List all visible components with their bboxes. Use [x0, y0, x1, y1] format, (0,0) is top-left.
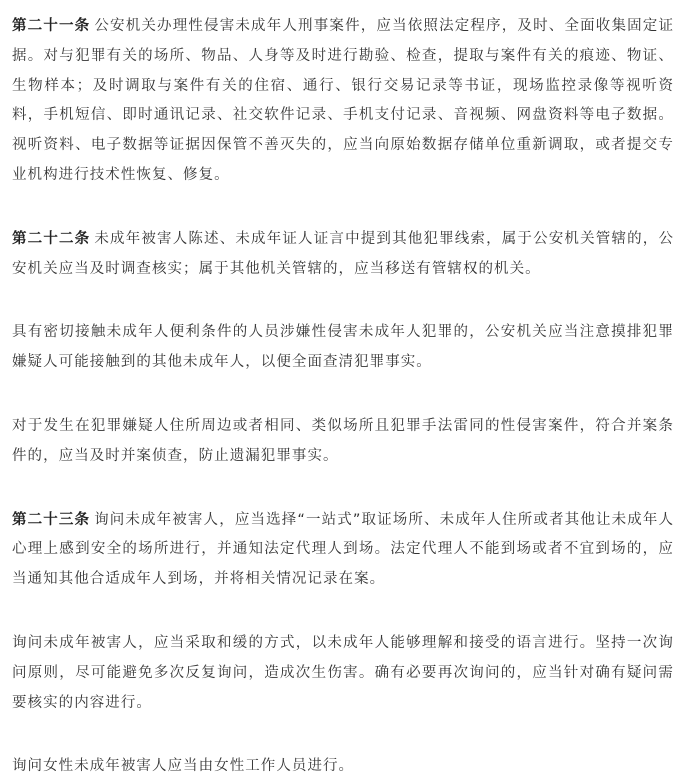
paragraph-text: 具有密切接触未成年人便利条件的人员涉嫌性侵害未成年人犯罪的，公安机关应当注意摸排犯罪嫌疑人可能接触到的其他未成年人，以便全面查清犯罪事实。 — [12, 324, 674, 371]
article-number: 第二十二条 — [12, 230, 91, 247]
paragraph-text: 对于发生在犯罪嫌疑人住所周边或者相同、类似场所且犯罪手法雷同的性侵害案件，符合并案条件的，应当及时并案侦查，防止遗漏犯罪事实。 — [12, 417, 674, 464]
paragraph-text: 公安机关办理性侵害未成年人刑事案件，应当依照法定程序，及时、全面收集固定证据。对与犯罪有关的场所、物品、人身等及时进行勘验、检查，提取与案件有关的痕迹、物证、生物样本；及时调取与案件有关的住宿、通行、银行交易记录等书证，现场监控录像等视听资料，手机短信、即时通讯记录、社交软件记录、手机支付记录、音视频、网盘资料等电子数据。视听资料、电子数据等证据因保管不善灭失的，应当向原始数据存储单位重新调取，或者提交专业机构进行技术性恢复、修复。 — [12, 18, 674, 183]
paragraph-text: 询问未成年被害人，应当选择“一站式”取证场所、未成年人住所或者其他让未成年人心理上感到安全的场所进行，并通知法定代理人到场。法定代理人不能到场或者不宜到场的，应当通知其他合适成年人到场，并将相关情况记录在案。 — [12, 511, 675, 588]
paragraph-article-21 — [12, 12, 674, 191]
article-number: 第二十一条 — [12, 18, 91, 34]
paragraph-article-22-part-3 — [12, 412, 674, 472]
paragraph-text: 询问未成年被害人，应当采取和缓的方式，以未成年人能够理解和接受的语言进行。坚持一次询问原则，尽可能避免多次反复询问，造成次生伤害。确有必要再次询问的，应当针对确有疑问需要核实的内容进行。 — [12, 634, 674, 711]
paragraph-article-22-part-2 — [12, 318, 674, 378]
article-number: 第二十三条 — [12, 511, 91, 528]
paragraph-article-23-part-3 — [12, 752, 674, 782]
paragraph-article-23-part-2 — [12, 629, 674, 718]
paragraph-text: 未成年被害人陈述、未成年证人证言中提到其他犯罪线索，属于公安机关管辖的，公安机关应当及时调查核实；属于其他机关管辖的，应当移送有管辖权的机关。 — [12, 230, 674, 277]
paragraph-text: 询问女性未成年被害人应当由女性工作人员进行。 — [12, 758, 355, 775]
paragraph-article-23 — [12, 506, 674, 595]
paragraph-article-22 — [12, 225, 674, 285]
